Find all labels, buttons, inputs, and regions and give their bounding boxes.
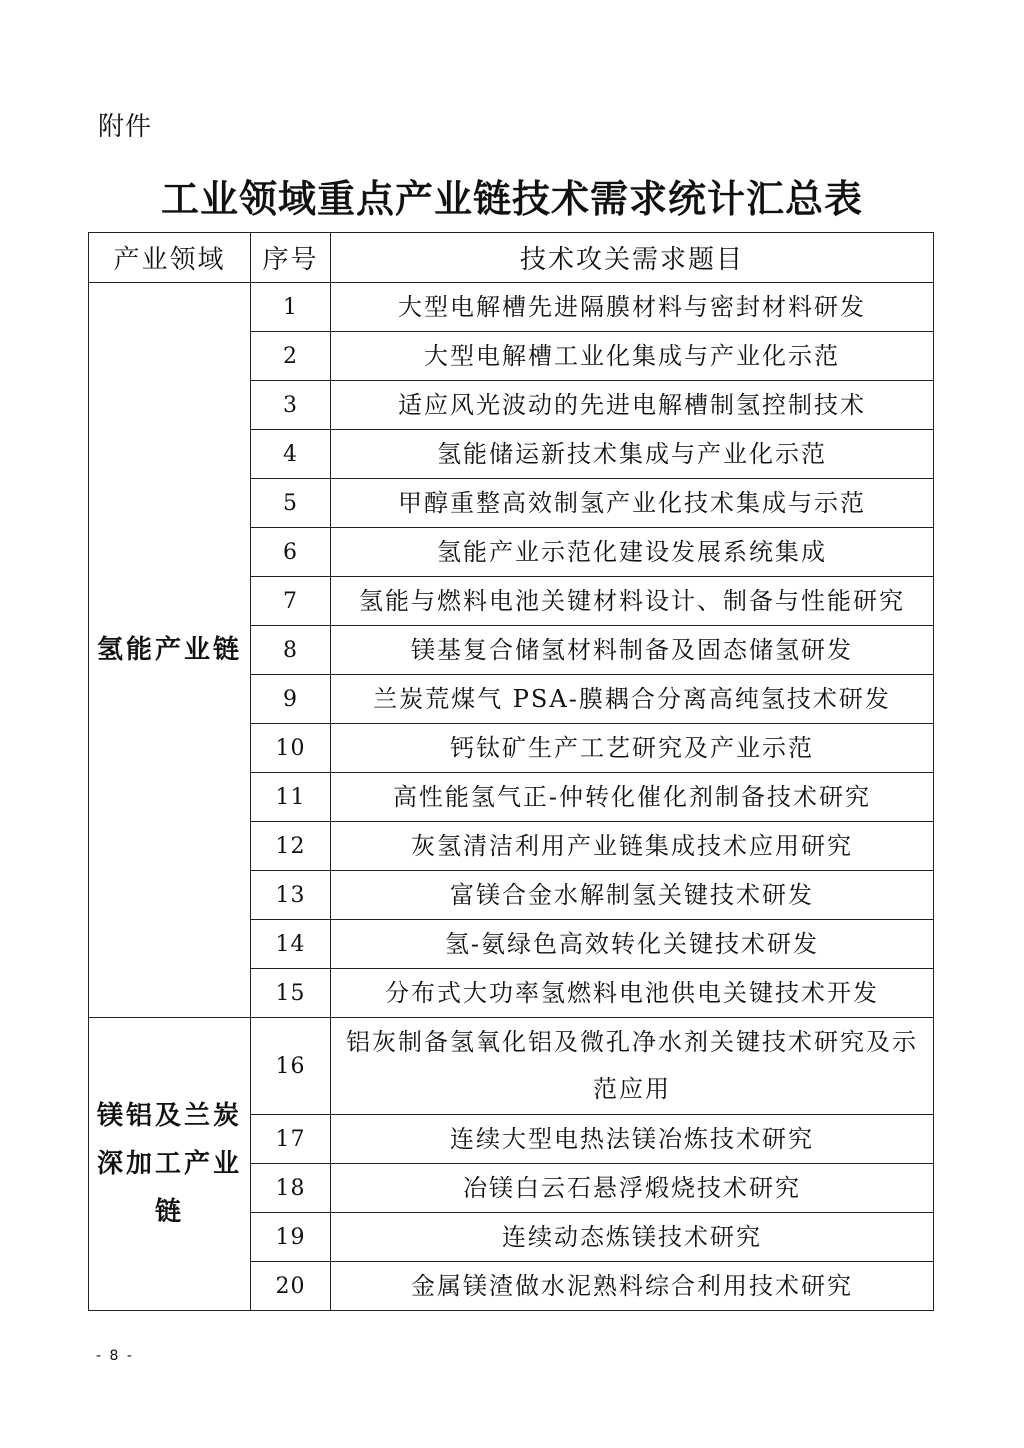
row-topic: 氢能与燃料电池关键材料设计、制备与性能研究 (331, 577, 934, 626)
row-number: 12 (251, 822, 331, 871)
row-number: 14 (251, 920, 331, 969)
row-topic: 灰氢清洁利用产业链集成技术应用研究 (331, 822, 934, 871)
row-topic: 钙钛矿生产工艺研究及产业示范 (331, 724, 934, 773)
header-topic: 技术攻关需求题目 (331, 233, 934, 283)
row-topic: 氢能产业示范化建设发展系统集成 (331, 528, 934, 577)
tech-demand-table (88, 232, 934, 1311)
row-number: 1 (251, 283, 331, 332)
row-topic: 甲醇重整高效制氢产业化技术集成与示范 (331, 479, 934, 528)
row-number: 15 (251, 969, 331, 1018)
row-number: 19 (251, 1213, 331, 1262)
header-number: 序号 (251, 233, 331, 283)
row-number: 2 (251, 332, 331, 381)
row-number: 13 (251, 871, 331, 920)
row-topic: 冶镁白云石悬浮煅烧技术研究 (331, 1164, 934, 1213)
table-body (89, 283, 934, 1311)
header-domain: 产业领域 (89, 233, 251, 283)
row-topic: 大型电解槽先进隔膜材料与密封材料研发 (331, 283, 934, 332)
row-topic: 氢-氨绿色高效转化关键技术研发 (331, 920, 934, 969)
row-topic: 分布式大功率氢燃料电池供电关键技术开发 (331, 969, 934, 1018)
row-number: 17 (251, 1115, 331, 1164)
row-topic: 金属镁渣做水泥熟料综合利用技术研究 (331, 1262, 934, 1311)
row-number: 16 (251, 1018, 331, 1115)
row-number: 11 (251, 773, 331, 822)
row-topic: 大型电解槽工业化集成与产业化示范 (331, 332, 934, 381)
row-number: 20 (251, 1262, 331, 1311)
row-number: 18 (251, 1164, 331, 1213)
row-topic: 适应风光波动的先进电解槽制氢控制技术 (331, 381, 934, 430)
table-row (89, 1018, 934, 1115)
row-topic: 铝灰制备氢氧化铝及微孔净水剂关键技术研究及示范应用 (331, 1018, 934, 1115)
row-topic: 富镁合金水解制氢关键技术研发 (331, 871, 934, 920)
row-number: 5 (251, 479, 331, 528)
domain-cell-hydrogen: 氢能产业链 (89, 283, 251, 1018)
row-number: 10 (251, 724, 331, 773)
row-topic: 兰炭荒煤气 PSA-膜耦合分离高纯氢技术研发 (331, 675, 934, 724)
domain-cell-magnesium-aluminum: 镁铝及兰炭深加工产业链 (89, 1018, 251, 1311)
row-number: 3 (251, 381, 331, 430)
page-title: 工业领域重点产业链技术需求统计汇总表 (160, 176, 863, 221)
table-header-row (89, 233, 934, 283)
page-number: - 8 - (96, 1348, 134, 1364)
row-topic: 连续动态炼镁技术研究 (331, 1213, 934, 1262)
row-topic: 镁基复合储氢材料制备及固态储氢研发 (331, 626, 934, 675)
row-number: 9 (251, 675, 331, 724)
table-row (89, 283, 934, 332)
row-number: 4 (251, 430, 331, 479)
row-topic: 氢能储运新技术集成与产业化示范 (331, 430, 934, 479)
attachment-label: 附件 (98, 112, 153, 142)
row-topic: 高性能氢气正-仲转化催化剂制备技术研究 (331, 773, 934, 822)
row-number: 7 (251, 577, 331, 626)
row-topic: 连续大型电热法镁冶炼技术研究 (331, 1115, 934, 1164)
row-number: 8 (251, 626, 331, 675)
row-number: 6 (251, 528, 331, 577)
